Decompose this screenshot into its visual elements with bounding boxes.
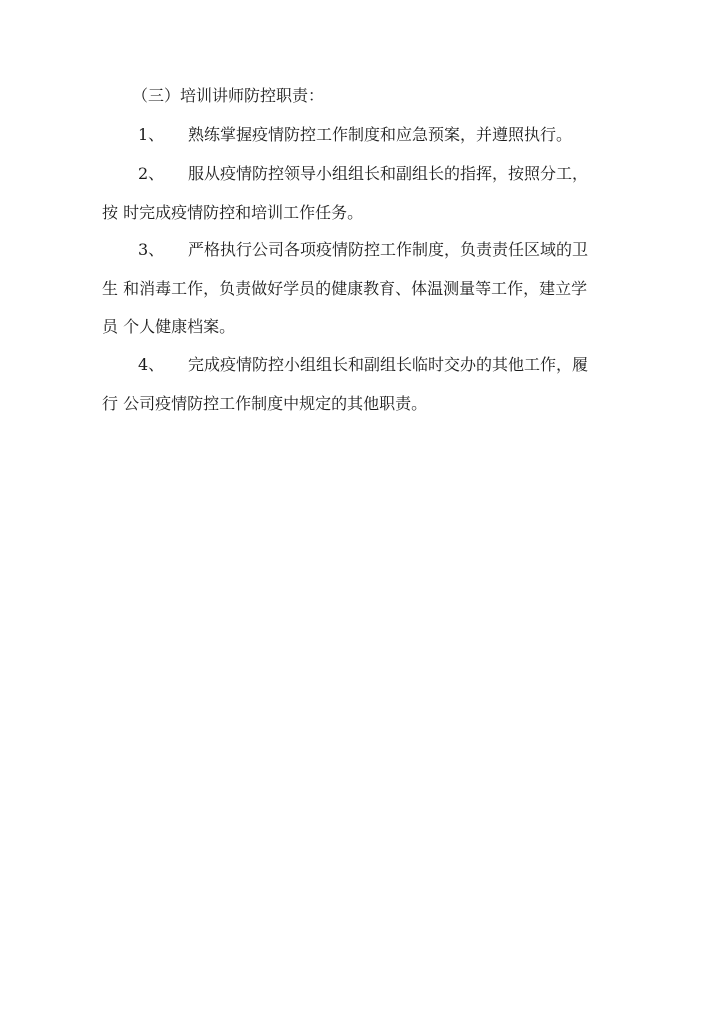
item-3-line-1: 严格执行公司各项疫情防控工作制度，负责责任区域的卫 — [188, 240, 589, 259]
item-2-line-1: 服从疫情防控领导小组组长和副组长的指挥，按照分工， — [188, 164, 589, 183]
item-4-number: 4、 — [138, 355, 165, 374]
item-1-line-1: 熟练掌握疫情防控工作制度和应急预案，并遵照执行。 — [188, 125, 573, 144]
item-2-number: 2、 — [138, 164, 165, 183]
item-1-number: 1、 — [138, 125, 165, 144]
item-3-number: 3、 — [138, 240, 165, 259]
item-4-line-1: 完成疫情防控小组组长和副组长临时交办的其他工作，履 — [188, 355, 589, 374]
section-heading: （三）培训讲师防控职责： — [132, 86, 325, 105]
item-4-line-2: 行 公司疫情防控工作制度中规定的其他职责。 — [102, 394, 428, 413]
item-3-line-3: 员 个人健康档案。 — [102, 317, 236, 336]
item-2-line-2: 按 时完成疫情防控和培训工作任务。 — [102, 203, 364, 222]
item-3-line-2: 生 和消毒工作，负责做好学员的健康教育、体温测量等工作，建立学 — [102, 279, 588, 298]
